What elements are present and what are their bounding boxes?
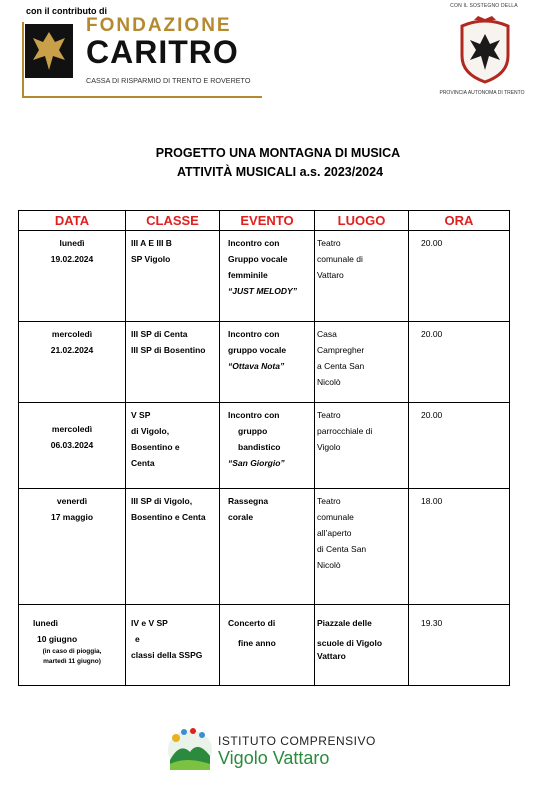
cell-ora — [409, 322, 510, 403]
cell-ora — [409, 489, 510, 605]
caritro-name-top: FONDAZIONE — [86, 15, 232, 36]
luogo-line: comunale di — [317, 254, 363, 264]
column-header-classe: CLASSE — [126, 211, 220, 231]
cell-data — [19, 322, 126, 403]
evento-line: corale — [228, 512, 254, 522]
table-row — [19, 489, 510, 605]
date-weekday: lunedì — [33, 618, 59, 628]
classe-line: Bosentino e — [131, 442, 180, 452]
cell-classe — [126, 322, 220, 403]
table-row — [19, 322, 510, 403]
cell-luogo — [315, 322, 409, 403]
provincia-bottom-text: PROVINCIA AUTONOMA DI TRENTO — [439, 90, 525, 96]
table-row — [19, 605, 510, 686]
luogo-line: Piazzale delle — [317, 618, 372, 628]
evento-line: Incontro con — [228, 238, 280, 248]
classe-line: e — [135, 634, 140, 644]
date-day: 19.02.2024 — [50, 254, 94, 264]
caritro-name-main: CARITRO — [86, 34, 239, 70]
cell-luogo — [315, 605, 409, 686]
cell-data — [19, 231, 126, 322]
evento-line: Gruppo vocale — [228, 254, 288, 264]
provincia-coat-of-arms — [454, 16, 516, 84]
date-weekday: lunedì — [59, 238, 85, 248]
classe-line: III A E III B — [131, 238, 172, 248]
evento-name: “Ottava Nota” — [228, 361, 285, 371]
cell-evento — [220, 605, 315, 686]
cell-ora — [409, 605, 510, 686]
date-weekday: venerdì — [56, 496, 88, 506]
cell-evento — [220, 403, 315, 489]
caritro-subtitle: CASSA DI RISPARMIO DI TRENTO E ROVERETO — [86, 76, 251, 85]
evento-name: “San Giorgio” — [228, 458, 285, 468]
ora-value: 20.00 — [421, 329, 443, 339]
column-header-data: DATA — [19, 211, 126, 231]
date-note: (in caso di pioggia, — [42, 648, 102, 655]
luogo-line: Teatro — [317, 410, 341, 420]
classe-line: III SP di Centa — [131, 329, 188, 339]
evento-line: Incontro con — [228, 329, 280, 339]
table-row — [19, 403, 510, 489]
cell-ora — [409, 231, 510, 322]
column-header-luogo: LUOGO — [315, 211, 409, 231]
luogo-line: Teatro — [317, 496, 341, 506]
school-logo-icon — [166, 722, 214, 772]
classe-line: III SP di Vigolo, — [131, 496, 193, 506]
table-header-row — [19, 211, 510, 231]
cell-classe — [126, 489, 220, 605]
classe-line: Bosentino e Centa — [131, 512, 206, 522]
document-subtitle: ATTIVITÀ MUSICALI a.s. 2023/2024 — [176, 165, 384, 179]
provincia-top-text: CON IL SOSTEGNO DELLA — [450, 3, 518, 9]
classe-line: III SP di Bosentino — [131, 345, 206, 355]
cell-evento — [220, 322, 315, 403]
contribution-label: con il contributo di — [26, 6, 107, 16]
date-weekday: mercoledì — [51, 329, 93, 339]
ora-value: 20.00 — [421, 410, 443, 420]
document-title: PROGETTO UNA MONTAGNA DI MUSICA — [155, 146, 401, 160]
cell-luogo — [315, 489, 409, 605]
column-header-ora: ORA — [409, 211, 510, 231]
luogo-line: a Centa San — [317, 361, 365, 371]
luogo-line: di Centa San — [317, 544, 367, 554]
cell-data — [19, 605, 126, 686]
school-name-line1: ISTITUTO COMPRENSIVO — [218, 734, 376, 748]
ora-value: 18.00 — [421, 496, 443, 506]
luogo-line: scuole di Vigolo — [317, 638, 383, 648]
classe-line: classi della SSPG — [131, 650, 203, 660]
cell-data — [19, 403, 126, 489]
luogo-line: Casa — [317, 329, 337, 339]
date-weekday: mercoledì — [51, 424, 93, 434]
evento-line: femminile — [228, 270, 268, 280]
schedule-table — [18, 210, 510, 686]
classe-line: SP Vigolo — [131, 254, 171, 264]
classe-line: V SP — [131, 410, 151, 420]
classe-line: di Vigolo, — [131, 426, 170, 436]
luogo-line: Nicolò — [317, 560, 341, 570]
cell-data — [19, 489, 126, 605]
evento-name: “JUST MELODY” — [228, 286, 297, 296]
cell-classe — [126, 605, 220, 686]
luogo-line: parrocchiale di — [317, 426, 373, 436]
classe-line: Centa — [131, 458, 155, 468]
luogo-line: Vattaro — [317, 270, 344, 280]
cell-ora — [409, 403, 510, 489]
luogo-line: Campregher — [317, 345, 365, 355]
date-day: 21.02.2024 — [50, 345, 94, 355]
ora-value: 20.00 — [421, 238, 443, 248]
evento-line: bandistico — [238, 442, 281, 452]
luogo-line: comunale — [317, 512, 354, 522]
luogo-line: Vattaro — [317, 651, 346, 661]
column-header-evento: EVENTO — [220, 211, 315, 231]
ora-value: 19.30 — [421, 618, 443, 628]
cell-classe — [126, 403, 220, 489]
luogo-line: Teatro — [317, 238, 341, 248]
evento-line: gruppo — [238, 426, 268, 436]
classe-line: IV e V SP — [131, 618, 168, 628]
school-name-line2: Vigolo Vattaro — [218, 748, 330, 768]
luogo-line: all’aperto — [317, 528, 352, 538]
cell-luogo — [315, 403, 409, 489]
evento-line: fine anno — [238, 638, 276, 648]
evento-line: gruppo vocale — [228, 345, 287, 355]
caritro-eagle-logo — [25, 24, 73, 78]
cell-evento — [220, 231, 315, 322]
cell-evento — [220, 489, 315, 605]
evento-line: Rassegna — [228, 496, 269, 506]
date-day: 10 giugno — [37, 634, 78, 644]
date-note: martedì 11 giugno) — [43, 658, 101, 665]
cell-luogo — [315, 231, 409, 322]
evento-line: Concerto di — [228, 618, 276, 628]
date-day: 06.03.2024 — [50, 440, 94, 450]
date-day: 17 maggio — [50, 512, 94, 522]
evento-line: Incontro con — [228, 410, 280, 420]
luogo-line: Nicolò — [317, 377, 341, 387]
table-row — [19, 231, 510, 322]
luogo-line: Vigolo — [317, 442, 341, 452]
cell-classe — [126, 231, 220, 322]
